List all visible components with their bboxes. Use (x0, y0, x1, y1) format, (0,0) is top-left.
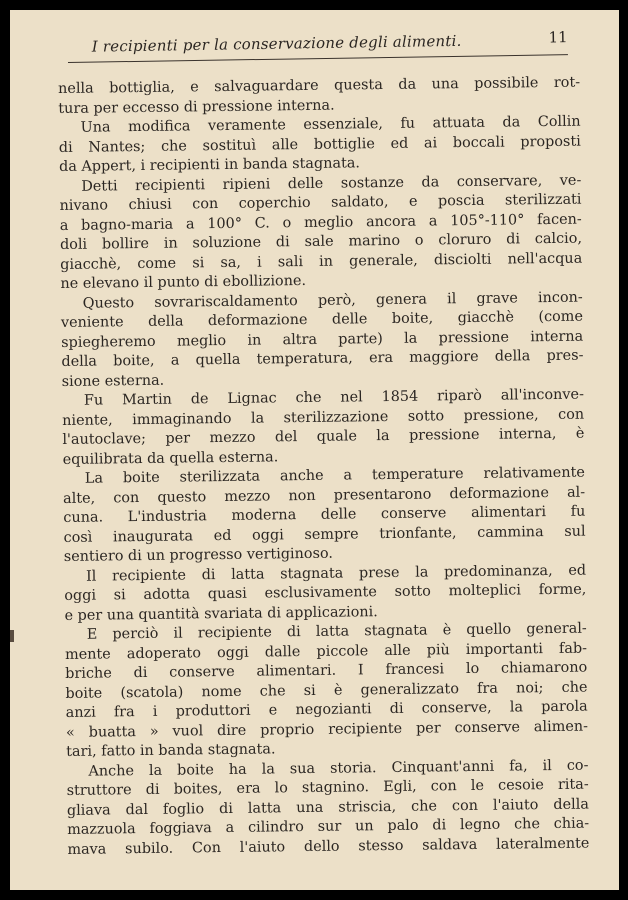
text-line: della boite, a quella temperatura, era maggiore della pres- (61, 347, 584, 370)
text-line: Detti recipienti ripieni delle sostanze da conservare, ve- (81, 172, 582, 195)
text-line: mava subilo. Con l'aiuto dello stesso saldava lateralmente (67, 835, 590, 858)
text-line: anzi fra i produttori e negozianti di conserve, la parola (65, 698, 588, 721)
text-line: La boite sterilizzata anche a temperature relativamente (84, 464, 585, 487)
text-line: Il recipiente di latta stagnata prese la predominanza, ed (85, 562, 587, 585)
text-line: da Appert, i recipienti in banda stagnata. (58, 155, 361, 175)
text-line: spiegheremo meglio in altra parte) la pressione interna (61, 328, 584, 351)
text-line: alte, con questo mezzo non presentarono deformazione al- (63, 484, 586, 507)
text-line: e per una quantità svariata di applicazioni. (64, 603, 378, 624)
text-line: nivano chiusi con coperchio saldato, e poscia sterilizzati (59, 191, 582, 214)
text-line: ne elevano il punto di ebollizione. (60, 272, 307, 292)
text-line: Fu Martin de Lignac che nel 1854 riparò all'inconve- (83, 386, 584, 409)
text-line: veniente della deformazione delle boite, giacchè (come (60, 308, 584, 331)
text-line: l'autoclave; per mezzo del quale la pressione interna, è (62, 425, 585, 448)
margin-mark (10, 630, 14, 642)
text-line: E perciò il recipiente di latta stagnata è quello general- (86, 620, 587, 643)
text-line: giacchè, come si sa, i sali in generale, disciolti nell'acqua (60, 250, 583, 273)
text-line: Questo sovrariscaldamento però, genera il grave incon- (82, 289, 583, 312)
text-line: boite (scatola) nome che si è generalizzato fra noi; che (65, 679, 588, 702)
book-page (10, 10, 619, 890)
text-line: Anche la boite ha la sua storia. Cinquant'anni fa, il co- (88, 757, 589, 780)
text-line: niente, immaginando la sterilizzazione sotto pressione, con (62, 406, 585, 429)
text-line: « buatta » vuol dire proprio recipiente per conserve alimen- (65, 718, 589, 741)
text-line: a bagno-maria a 100° C. o meglio ancora a 105°-110° facen- (59, 211, 582, 234)
page-number: 11 (548, 28, 568, 47)
text-line: briche di conserve alimentari. I francesi lo chiamarono (65, 659, 588, 682)
text-line: tura per eccesso di pressione interna. (58, 97, 335, 117)
text-line: struttore di boites, era lo stagnino. Egli, con le cesoie rita- (66, 776, 589, 799)
text-line: di Nantes; che sostituì alle bottiglie ed ai boccali proposti (58, 133, 581, 156)
text-line: Una modifica veramente essenziale, fu attuata da Collin (80, 113, 581, 136)
text-line: mazzuola foggiava a cilindro sur un palo di legno che chia- (67, 815, 590, 838)
text-line: nella bottiglia, e salvaguardare questa da una possibile rot- (58, 74, 581, 97)
text-line: tari, fatto in banda stagnata. (66, 741, 276, 760)
text-line: gliava dal foglio di latta una striscia, che con l'aiuto della (66, 796, 589, 819)
text-line: doli bollire in soluzione di sale marino o cloruro di calcio, (59, 230, 583, 253)
running-header (68, 28, 568, 63)
text-line: sione esterna. (61, 372, 165, 390)
text-line: sentiero di un progresso vertiginoso. (63, 545, 333, 565)
running-title: I recipienti per la conservazione degli alimenti. (91, 31, 462, 56)
body-text (58, 74, 589, 860)
text-line: cuna. L'industria moderna delle conserve alimentari fu (63, 503, 586, 526)
text-line: oggi si adotta quasi esclusivamente sotto molteplici forme, (64, 581, 587, 604)
text-line: così inaugurata ed oggi sempre trionfante, cammina sul (63, 523, 586, 546)
text-line: equilibrata da quella esterna. (62, 448, 279, 468)
text-line: mente adoperato oggi dalle piccole alle più importanti fab- (64, 640, 588, 663)
